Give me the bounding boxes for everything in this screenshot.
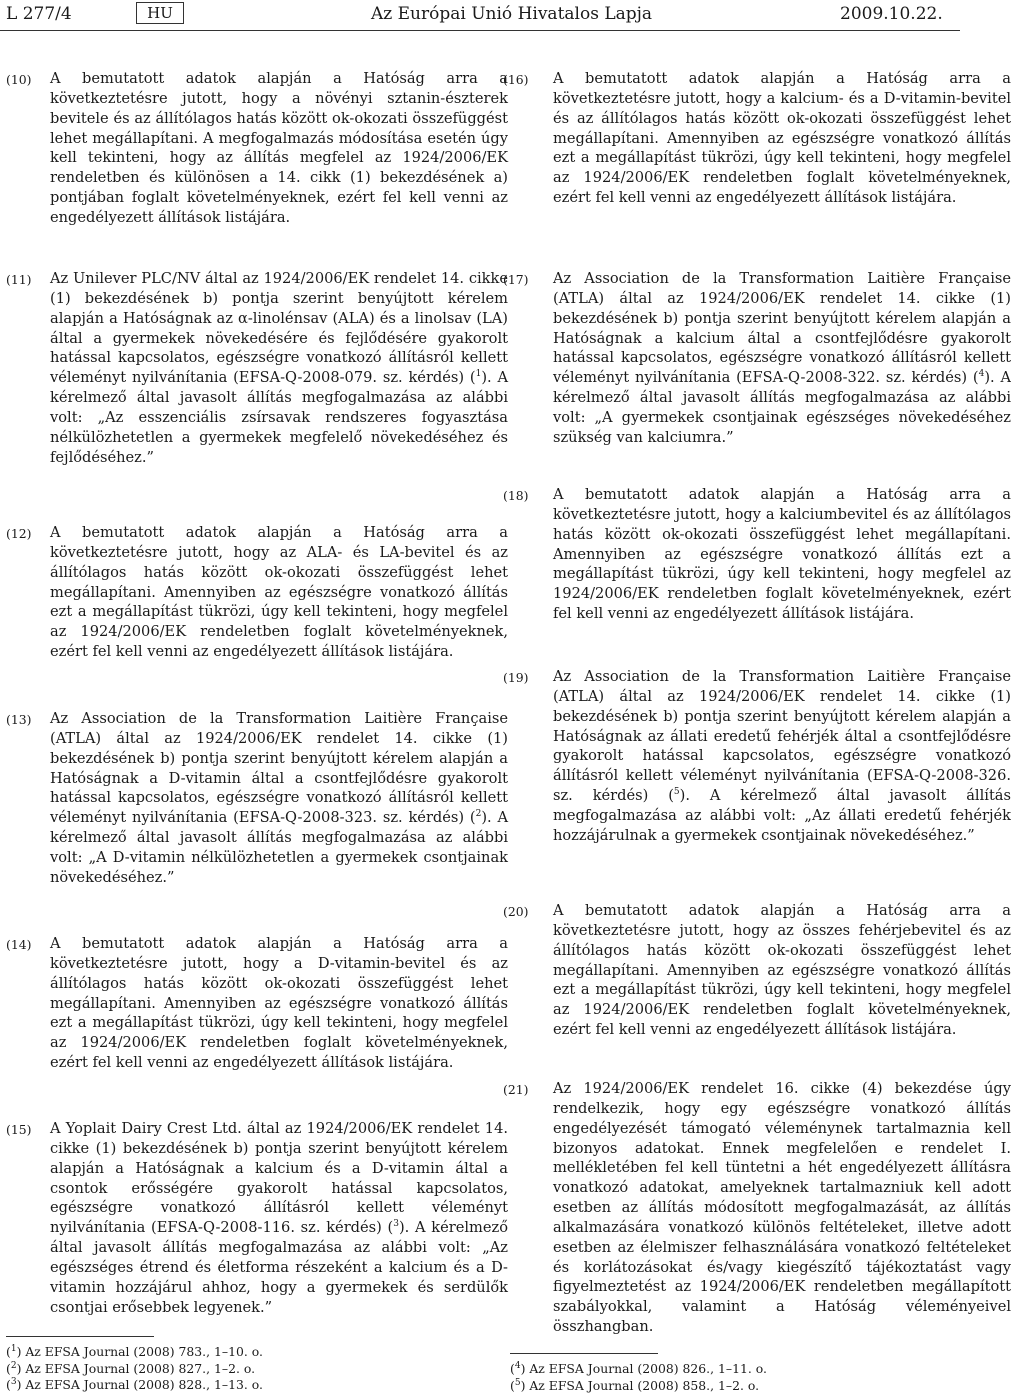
recital-text: Az Association de la Transformation Laitière Française (ATLA) által az 1924/2006/EK rendelet 14. cikke (1) bekezdésének b) pontja szerint benyújtott kérelem alapján a Hatóságnak a D-vitamin által a csontfejlődésre gyakorolt hatással kapcsolatos, egészségre vonatkozó állításról kellett véleményt nyilvánítania (EFSA-Q-2008-323. sz. kérdés) ( [50, 710, 508, 827]
recital-text: A bemutatott adatok alapján a Hatóság arra a következtetésre jutott, hogy a D-vitamin-bevitel és az állítólagos hatás között ok-okozati összefüggést lehet megállapítani. Amennyiben az egészségre vonatkozó állítás ezt a megállapítást tükrözi, úgy kell tekinteni, hogy megfelel az 1924/2006/EK rendeletben foglalt követelményeknek, ezért fel kell venni az engedélyezett állítások listájára. [50, 935, 508, 1072]
recital-text-cont: ). A kérelmező által javasolt állítás megfogalmazása az alábbi volt: „Az egészséges étrend és életforma részeként a kalcium és a D-vitamin hozzájárul ahhoz, hogy a gyermekek és serdülők csontjai erősebbek legyenek.” [50, 1219, 508, 1316]
recital-number: (10) [6, 72, 32, 87]
footnote-rule-left [6, 1336, 154, 1337]
recital-number: (18) [503, 488, 529, 503]
footnote-mark: 2 [10, 1360, 17, 1371]
footnote-ref[interactable]: 4 [978, 369, 985, 380]
recital-text: A Yoplait Dairy Crest Ltd. által az 1924/2006/EK rendelet 14. cikke (1) bekezdésének b) pontja szerint benyújtott kérelem alapján a Hatóságnak a kalcium és a D-vitamin által a csontok erősségére gyakorolt hatással kapcsolatos, egészségre vonatkozó állításról kellett véleményt nyilvánítania (EFSA-Q-2008-116. sz. kérdés) ( [50, 1120, 508, 1237]
footnote-text: Az EFSA Journal (2008) 828., 1–13. o. [25, 1377, 263, 1392]
recital-text-cont: ). A kérelmező által javasolt állítás megfogalmazása az alábbi volt: „A D-vitamin nélkülözhetetlen a gyermekek csontjainak növekedéséhez.” [50, 809, 509, 886]
footnotes-left [6, 1344, 263, 1394]
recital-text-cont: ). A kérelmező által javasolt állítás megfogalmazása az alábbi volt: „Az esszenciális zsírsavak rendszeres fogyasztása nélkülözhetetlen a gyermekek megfelelő növekedéséhez és fejlődéséhez.” [50, 369, 509, 466]
recital-number: (20) [503, 904, 529, 919]
header-rule [0, 30, 960, 31]
recital-text: A bemutatott adatok alapján a Hatóság arra a következtetésre jutott, hogy a kalciumbevitel és az állítólagos hatás között ok-okozati összefüggést lehet megállapítani. Amennyiben az egészségre vonatkozó állítás ezt a megállapítást tükrözi, úgy kell tekinteni, hogy megfelel az 1924/2006/EK rendeletben foglalt követelményeknek, ezért fel kell venni az engedélyezett állítások listájára. [553, 486, 1011, 623]
recital-text: Az Unilever PLC/NV által az 1924/2006/EK rendelet 14. cikke (1) bekezdésének b) pontja szerint benyújtott kérelem alapján a Hatóságnak az α-linolénsav (ALA) és a linolsav (LA) által a gyermekek növekedésére és fejlődésére gyakorolt hatással kapcsolatos, egészségre vonatkozó állításról kellett véleményt nyilvánítania (EFSA-Q-2008-079. sz. kérdés) ( [50, 270, 508, 387]
language-code-box: HU [136, 2, 184, 24]
page-header [0, 0, 960, 32]
footnote-mark: 1 [10, 1343, 17, 1354]
recital-text: A bemutatott adatok alapján a Hatóság arra a következtetésre jutott, hogy a kalcium- és a D-vitamin-bevitel és az állítólagos hatás között ok-okozati összefüggést lehet megállapítani. Amennyiben az egészségre vonatkozó állítás ezt a megállapítást tükrözi, úgy kell tekinteni, hogy megfelel az 1924/2006/EK rendeletben foglalt követelményeknek, ezért fel kell venni az engedélyezett állítások listájára. [553, 70, 1011, 207]
footnote-ref[interactable]: 2 [475, 809, 482, 820]
recital-10 [0, 69, 508, 228]
recital-15 [0, 1119, 508, 1317]
recital-12 [0, 523, 508, 662]
footnote-ref[interactable]: 5 [673, 787, 680, 798]
recital-number: (16) [503, 72, 529, 87]
recital-13 [0, 709, 508, 888]
recital-number: (12) [6, 526, 32, 541]
footnote-ref[interactable]: 3 [393, 1219, 399, 1230]
footnote-text: Az EFSA Journal (2008) 826., 1–11. o. [529, 1361, 767, 1376]
recital-17 [503, 269, 1011, 448]
recital-number: (13) [6, 712, 32, 727]
footnote-text: Az EFSA Journal (2008) 858., 1–2. o. [529, 1377, 760, 1393]
recital-text: Az 1924/2006/EK rendelet 16. cikke (4) bekezdése úgy rendelkezik, hogy egy egészségre vonatkozó állítás engedélyezését támogató véleménynek tartalmaznia kell bizonyos adatokat. Ennek megfelelően e rendelet I. mellékletében fel kell tüntetni a hét engedélyezett állításra vonatkozó adatokat, amelyeknek tartalmazniuk kell adott esetben az állítás módosított megfogalmazását, az állítás alkalmazására vonatkozó különös feltételeket, illetve adott esetben az élelmiszer felhasználására vonatkozó feltételeket és korlátozásokat és/vagy kiegészítő tájékoztatást vagy figyelmeztetést az 1924/2006/EK rendeletben megállapított szabályokkal, valamint a Hatóság véleményeivel összhangban. [553, 1080, 1011, 1336]
recital-21 [503, 1079, 1011, 1337]
recital-11 [0, 269, 508, 467]
recital-number: (11) [6, 272, 32, 287]
recital-number: (17) [503, 272, 529, 287]
recital-text: A bemutatott adatok alapján a Hatóság arra a következtetésre jutott, hogy a növényi sztanin-észterek bevitele és az állítólagos hatás között ok-okozati összefüggést lehet megállapítani. A megfogalmazás módosítása esetén úgy kell tekinteni, hogy az állítás megfelel az 1924/2006/EK rendeletben és különösen a 14. cikk (1) bekezdésének a) pontjában foglalt követelményeknek, ezért fel kell venni az engedélyezett állítások listájára. [50, 70, 508, 226]
recital-19 [503, 667, 1011, 846]
footnote-1: ($^1$) Az EFSA Journal (2008) 783., 1–10. o. [6, 1343, 263, 1359]
footnote-ref[interactable]: 1 [475, 369, 482, 380]
recital-number: (15) [6, 1122, 32, 1137]
recital-18 [503, 485, 1011, 624]
footnote-3: ($^3$) Az EFSA Journal (2008) 828., 1–13. o. [6, 1376, 263, 1392]
recital-text: Az Association de la Transformation Laitière Française (ATLA) által az 1924/2006/EK rendelet 14. cikke (1) bekezdésének b) pontja szerint benyújtott kérelem alapján a Hatóságnak az állati eredetű fehérjék által a csontfejlődésre gyakorolt hatással kapcsolatos, egészségre vonatkozó állításról kellett véleményt nyilvánítania (EFSA-Q-2008-326. sz. kérdés) ( [553, 668, 1011, 805]
page-number: L 277/4 [6, 4, 72, 24]
recital-number: (21) [503, 1082, 529, 1097]
footnote-mark: 4 [514, 1360, 521, 1371]
footnote-5: ($^5$) Az EFSA Journal (2008) 858., 1–2. o. [510, 1377, 760, 1393]
footnote-mark: 5 [514, 1377, 521, 1388]
footnote-rule-right [510, 1353, 658, 1354]
footnotes-right [510, 1361, 767, 1394]
footnote-4: ($^4$) Az EFSA Journal (2008) 826., 1–11. o. [510, 1360, 767, 1376]
footnote-mark: 3 [10, 1376, 17, 1387]
recital-text: A bemutatott adatok alapján a Hatóság arra a következtetésre jutott, hogy az ALA- és LA-bevitel és az állítólagos hatás között ok-okozati összefüggést lehet megállapítani. Amennyiben az egészségre vonatkozó állítás ezt a megállapítást tükrözi, úgy kell tekinteni, hogy megfelel az 1924/2006/EK rendeletben foglalt követelményeknek, ezért fel kell venni az engedélyezett állítások listájára. [50, 524, 508, 661]
journal-title: Az Európai Unió Hivatalos Lapja [371, 4, 653, 24]
recital-16 [503, 69, 1011, 208]
recital-text-cont: ). A kérelmező által javasolt állítás megfogalmazása az alábbi volt: „Az állati eredetű fehérjék hozzájárulnak a gyermekek csontjainak növekedéséhez.” [553, 787, 1011, 844]
recital-text: A bemutatott adatok alapján a Hatóság arra a következtetésre jutott, hogy az összes fehérjebevitel és az állítólagos hatás között ok-okozati összefüggést lehet megállapítani. Amennyiben az egészségre vonatkozó állítás ezt a megállapítást tükrözi, úgy kell tekinteni, hogy megfelel az 1924/2006/EK rendeletben foglalt követelményeknek, ezért fel kell venni az engedélyezett állítások listájára. [553, 902, 1011, 1039]
recital-20 [503, 901, 1011, 1040]
footnote-text: Az EFSA Journal (2008) 783., 1–10. o. [25, 1344, 263, 1359]
recital-text-cont: ). A kérelmező által javasolt állítás megfogalmazása az alábbi volt: „A gyermekek csontjainak egészséges növekedéséhez szükség van kalciumra.” [553, 369, 1011, 446]
issue-date: 2009.10.22. [840, 4, 943, 24]
footnote-2: ($^2$) Az EFSA Journal (2008) 827., 1–2. o. [6, 1360, 256, 1376]
recital-14 [0, 934, 508, 1073]
footnote-text: Az EFSA Journal (2008) 827., 1–2. o. [25, 1360, 256, 1376]
recital-number: (14) [6, 937, 32, 952]
recital-text: Az Association de la Transformation Laitière Française (ATLA) által az 1924/2006/EK rendelet 14. cikke (1) bekezdésének b) pontja szerint benyújtott kérelem alapján a Hatóságnak a kalcium által a csontfejlődésre gyakorolt hatással kapcsolatos, egészségre vonatkozó állításról kellett véleményt nyilvánítania (EFSA-Q-2008-322. sz. kérdés) ( [553, 270, 1011, 387]
recital-number: (19) [503, 670, 529, 685]
